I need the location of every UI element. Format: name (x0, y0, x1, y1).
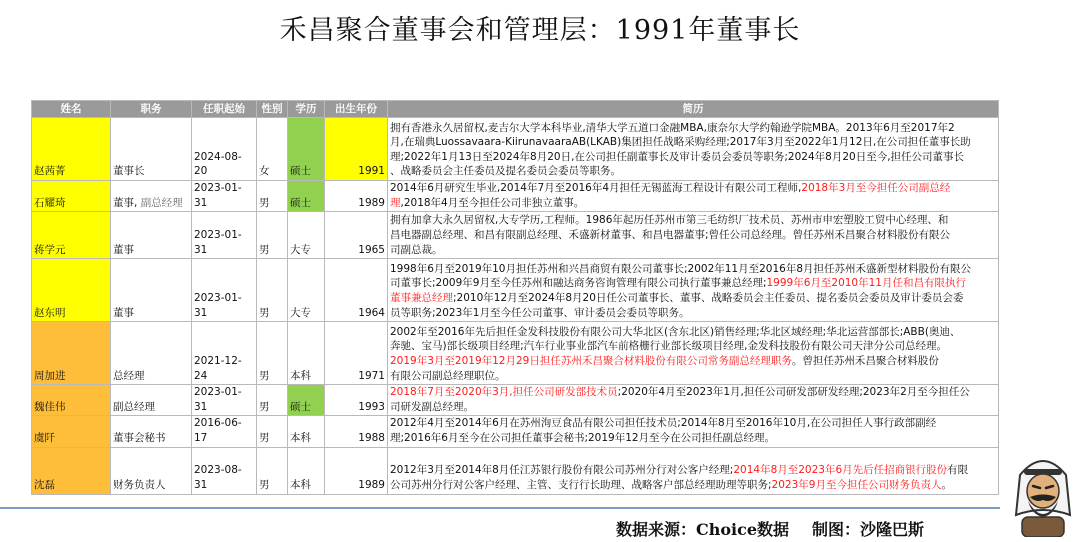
cell-bio (388, 118, 999, 181)
table-row (32, 385, 999, 416)
bio-line (390, 400, 996, 415)
bio-text: 昌电器副总经理、和昌有限副总经理、禾盛新材董事、和昌电器董事;曾任公司总经理。曾任苏州禾昌聚合材料股份有限公 (390, 229, 951, 241)
bio-line (390, 196, 996, 211)
cell-name: 周加进 (32, 322, 111, 385)
cell-year: 1993 (325, 385, 388, 416)
cell-gender: 男 (257, 322, 288, 385)
cell-role (111, 447, 192, 494)
bio-text: 2012年3月至2014年8月任江苏银行股份有限公司苏州分行对公客户经理; (390, 464, 734, 477)
bio-highlight: 董事兼总经理 (390, 292, 453, 304)
role-text: 董事 (113, 306, 134, 319)
cell-gender: 男 (257, 416, 288, 447)
data-source: 数据来源：Choice数据 (616, 520, 790, 539)
header-bio: 简历 (388, 101, 999, 118)
bio-line (390, 463, 996, 478)
header-birth-year: 出生年份 (325, 101, 388, 118)
bio-text: 奔驰、宝马)部长级项目经理;汽车行业事业部汽车前格栅行业部长级项目经理,金发科技股份有限公司天津分公司总经理。 (390, 340, 947, 353)
bio-highlight: 1999年6月至2010年11月任和昌有限执行 (766, 277, 966, 290)
cell-year: 1965 (325, 212, 388, 259)
role-text: 董事, (113, 196, 138, 209)
bio-line (390, 369, 996, 384)
cell-name: 石耀琦 (32, 181, 111, 212)
role-text: 总经理 (113, 369, 145, 382)
role-text: 董事长 (113, 165, 145, 178)
cell-edu: 本科 (288, 447, 325, 494)
cell-gender: 男 (257, 385, 288, 416)
bio-line (390, 339, 996, 354)
cell-bio (388, 416, 999, 447)
bio-line (390, 306, 996, 321)
bio-text: 拥有香港永久居留权,麦吉尔大学本科毕业,清华大学五道口金融MBA,康奈尔大学约翰逊学院MBA。2013年6月至2017年2 (390, 121, 955, 134)
bio-highlight: 2018年3月至今担任公司副总经 (801, 182, 951, 194)
cell-role (111, 322, 192, 385)
bio-text: ;2020年4月至2023年1月,担任公司研发部研发经理;2023年2月至今担任公 (617, 386, 970, 399)
cell-gender: 男 (257, 181, 288, 212)
cell-bio (388, 259, 999, 322)
cell-edu: 硕士 (288, 181, 325, 212)
table-header-row (32, 101, 999, 118)
bio-text: 司副总裁。 (390, 243, 443, 256)
cell-name: 沈磊 (32, 447, 111, 494)
management-table (31, 100, 999, 495)
bio-text: 有限 (947, 464, 969, 477)
bio-text: 员等职务;2023年1月至今任公司董事、审计委员会委员等职务。 (390, 306, 690, 319)
cell-name: 赵茜菁 (32, 118, 111, 181)
header-edu: 学历 (288, 101, 325, 118)
role-extra-text: 副总经理 (140, 196, 183, 209)
cell-edu: 硕士 (288, 118, 325, 181)
bio-highlight: 2018年7月至2020年3月,担任公司研发部技术员 (390, 386, 618, 399)
role-text: 董事会秘书 (113, 431, 166, 444)
cell-start: 2024-08-20 (192, 118, 257, 181)
cell-year: 1991 (325, 118, 388, 181)
header-role: 职务 (111, 101, 192, 118)
bio-line (390, 416, 996, 431)
role-text: 财务负责人 (113, 478, 166, 491)
bio-text: 2014年6月研究生毕业,2014年7月至2016年4月担任无锡蓝海工程设计有限公司工程师, (390, 182, 802, 194)
cell-bio (388, 385, 999, 416)
bio-line (390, 354, 996, 369)
bio-text: ;2010年12月至2024年8月20日任公司董事长、董事、战略委员会主任委员、提名委员会委员及审计委员会委 (453, 292, 964, 304)
bio-line (390, 150, 996, 165)
cell-start: 2023-01-31 (192, 259, 257, 322)
cell-year: 1989 (325, 181, 388, 212)
cell-start: 2023-08-31 (192, 447, 257, 494)
bio-text: 公司苏州分行对公客户经理、主管、支行行长助理、战略客户部总经理助理等职务; (390, 478, 772, 491)
cell-gender: 男 (257, 259, 288, 322)
cell-year: 1971 (325, 322, 388, 385)
cell-name: 魏佳伟 (32, 385, 111, 416)
cell-edu: 本科 (288, 322, 325, 385)
bio-text: 2012年4月至2014年6月在苏州洵豆食品有限公司担任技术员;2014年8月至2016年10月,在公司担任人事行政部副经 (390, 417, 937, 430)
table-row (32, 181, 999, 212)
bio-text: 1998年6月至2019年10月担任苏州和兴昌商贸有限公司董事长;2002年11月至2016年8月担任苏州禾盛新型材料股份有限公 (390, 262, 972, 275)
bio-highlight: 2023年9月至今担任公司财务负责人 (771, 478, 942, 491)
table-row (32, 259, 999, 322)
cell-edu: 大专 (288, 212, 325, 259)
cell-bio (388, 322, 999, 385)
bio-line (390, 262, 996, 277)
bio-line (390, 135, 996, 150)
cell-role (111, 212, 192, 259)
cell-name: 赵东明 (32, 259, 111, 322)
role-text: 副总经理 (113, 400, 155, 413)
header-gender: 性别 (257, 101, 288, 118)
cell-name: 虞阡 (32, 416, 111, 447)
cell-role (111, 385, 192, 416)
bio-line (390, 325, 996, 340)
bio-line (390, 181, 996, 196)
bio-text: 。 (941, 478, 952, 491)
cell-start: 2023-01-31 (192, 181, 257, 212)
cell-role (111, 259, 192, 322)
bio-text: 司董事长;2009年9月至今任苏州和融达商务咨询管理有限公司执行董事兼总经理; (390, 277, 767, 290)
cell-role (111, 416, 192, 447)
bio-line (390, 291, 996, 306)
bio-text: 月,在瑞典Luossavaara-KiirunavaaraAB(LKAB)集团担任战略采购经理;2017年3月至2022年1月12日,在公司担任董事长助 (390, 136, 971, 149)
header-start: 任职起始 (192, 101, 257, 118)
bio-line (390, 164, 996, 179)
bio-text: 、战略委员会主任委员及提名委员会委员等职务。 (390, 165, 621, 178)
table-row (32, 118, 999, 181)
bio-line (390, 385, 996, 400)
cell-name: 蒋学元 (32, 212, 111, 259)
cell-edu: 大专 (288, 259, 325, 322)
cell-role (111, 181, 192, 212)
cell-gender: 女 (257, 118, 288, 181)
cell-bio (388, 181, 999, 212)
bio-line (390, 276, 996, 291)
cell-gender: 男 (257, 212, 288, 259)
cell-start: 2023-01-31 (192, 212, 257, 259)
bio-text: 理;2022年1月13日至2024年8月20日,在公司担任副董事长及审计委员会委员等职务;2024年8月20日至今,担任公司董事长 (390, 150, 965, 163)
role-text: 董事 (113, 243, 134, 256)
table-row (32, 322, 999, 385)
bio-text: 有限公司副总经理职位。 (390, 369, 506, 382)
bio-text: ,2018年4月至今担任公司非独立董事。 (400, 196, 585, 209)
cell-edu: 本科 (288, 416, 325, 447)
mascot-avatar-icon (1010, 445, 1076, 537)
bio-highlight: 2019年3月至2019年12月29日担任苏州禾昌聚合材料股份有限公司常务副总经理职务 (390, 355, 792, 367)
table-row (32, 212, 999, 259)
bio-text: 拥有加拿大永久居留权,大专学历,工程师。1986年起历任苏州市第三毛纺织厂技术员、苏州市申宏塑胶工贸中心经理、和 (390, 214, 949, 227)
cell-start: 2023-01-31 (192, 385, 257, 416)
bio-line (390, 478, 996, 493)
bio-highlight: 理 (390, 196, 401, 209)
bio-text: 司研发副总经理。 (390, 400, 474, 413)
cell-year: 1989 (325, 447, 388, 494)
bio-line (390, 243, 996, 258)
cell-start: 2021-12-24 (192, 322, 257, 385)
bio-text: 理;2016年6月至今在公司担任董事会秘书;2019年12月至今在公司担任副总经理。 (390, 431, 776, 444)
footer-divider (0, 507, 1000, 509)
cell-edu: 硕士 (288, 385, 325, 416)
bio-text: 。曾担任苏州禾昌聚合材料股份 (791, 355, 939, 367)
cell-role (111, 118, 192, 181)
table-row (32, 416, 999, 447)
bio-line (390, 213, 996, 228)
chart-maker: 制图：沙隆巴斯 (812, 520, 925, 539)
table-row (32, 447, 999, 494)
bio-text: 2002年至2016年先后担任金发科技股份有限公司大华北区(含东北区)销售经理;华北区域经理;华北运营部部长;ABB(奥迪、 (390, 325, 961, 338)
cell-year: 1988 (325, 416, 388, 447)
page-title: 禾昌聚合董事会和管理层：1991年董事长 (279, 15, 801, 46)
bio-line (390, 121, 996, 136)
header-name: 姓名 (32, 101, 111, 118)
cell-start: 2016-06-17 (192, 416, 257, 447)
cell-bio (388, 212, 999, 259)
bio-line (390, 228, 996, 243)
bio-line (390, 431, 996, 446)
cell-bio (388, 447, 999, 494)
bio-highlight: 2014年8月至2023年6月先后任招商银行股份 (733, 464, 948, 477)
cell-gender: 男 (257, 447, 288, 494)
cell-year: 1964 (325, 259, 388, 322)
